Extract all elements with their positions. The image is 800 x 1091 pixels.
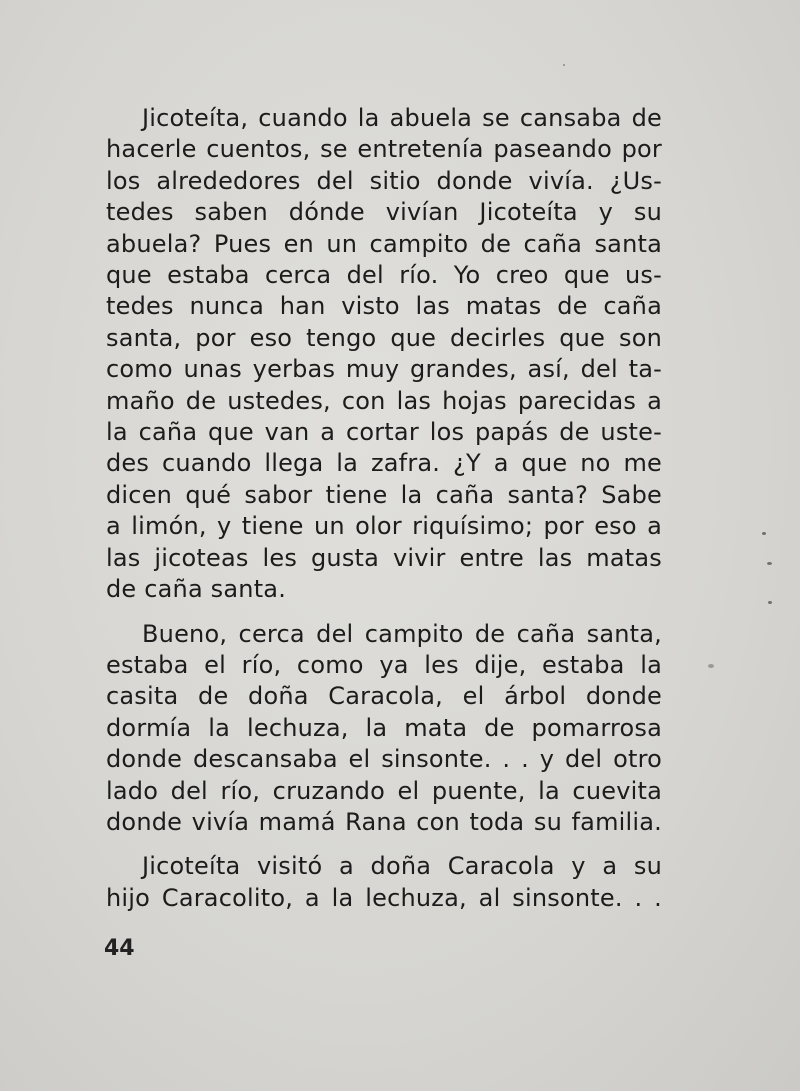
text-line: abuela? Pues en un campito de caña santa [106,229,662,258]
text-line: a limón, y tiene un olor riquísimo; por eso a [106,512,662,541]
text-line: Jicoteíta visitó a doña Caracola y a su [142,852,662,881]
text-line: las jicoteas les gusta vivir entre las matas [106,543,662,572]
paper-speck [563,64,565,66]
text-line: dicen qué sabor tiene la caña santa? Sabe [106,480,662,509]
text-line: des cuando llega la zafra. ¿Y a que no me [106,449,662,478]
paper-speck [768,601,772,604]
text-line: dormía la lechuza, la mata de pomarrosa [106,713,662,742]
text-line: que estaba cerca del río. Yo creo que us- [106,261,662,290]
text-line: los alrededores del sitio donde vivía. ¿Us- [106,166,662,195]
text-line: de caña santa. [106,575,287,604]
text-line: santa, por eso tengo que decirles que son [106,323,662,352]
text-line: donde vivía mamá Rana con toda su familia. [106,807,662,836]
paragraph-1 [106,103,662,606]
paper-speck [762,532,766,535]
paragraph-2 [106,619,662,839]
text-line: la caña que van a cortar los papás de uste- [106,418,662,447]
text-line: hacerle cuentos, se entretenía paseando por [106,135,662,164]
page-number: 44 [104,936,135,961]
text-line: tedes nunca han visto las matas de caña [106,292,662,321]
body-text [106,103,662,914]
text-line: casita de doña Caracola, el árbol donde [106,682,662,711]
text-line: Jicoteíta, cuando la abuela se cansaba de [142,104,662,132]
paper-speck [708,664,714,668]
text-line: lado del río, cruzando el puente, la cuevita [106,776,662,805]
text-line: donde descansaba el sinsonte. . . y del otro [106,745,662,774]
text-line: hijo Caracolito, a la lechuza, al sinsonte. . . [106,883,662,912]
text-line: como unas yerbas muy grandes, así, del ta- [106,355,662,384]
text-line: tedes saben dónde vivían Jicoteíta y su [106,198,662,227]
paper-speck [767,562,772,565]
text-line: maño de ustedes, con las hojas parecidas a [106,386,662,415]
text-line: estaba el río, como ya les dije, estaba la [106,650,662,679]
paragraph-3 [106,851,662,914]
text-line: Bueno, cerca del campito de caña santa, [142,619,662,648]
